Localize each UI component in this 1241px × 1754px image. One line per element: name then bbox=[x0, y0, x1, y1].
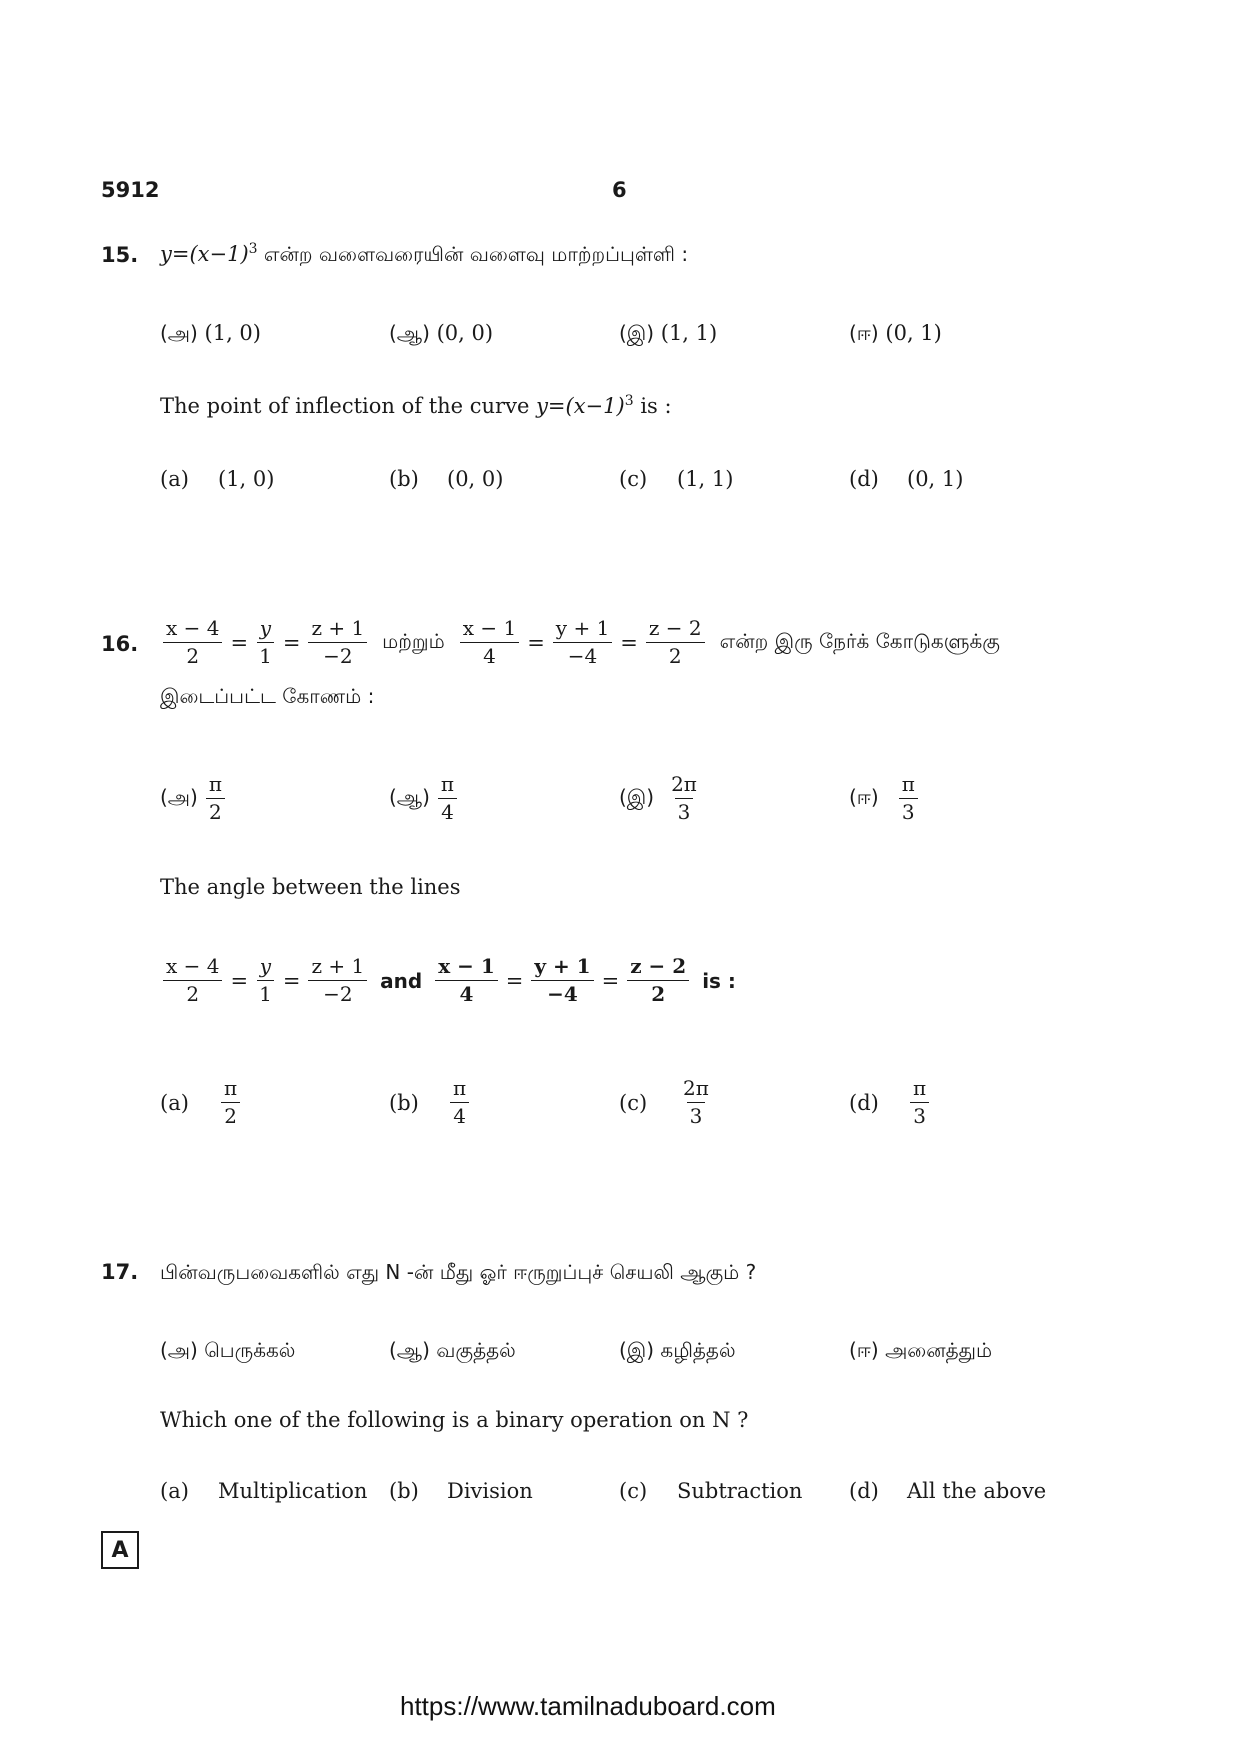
fraction-denominator: 2 bbox=[668, 644, 682, 668]
q15-tamil-expression: y=(x−1) bbox=[160, 242, 249, 266]
q16-tamil-option-1 bbox=[160, 773, 228, 824]
q15-tamil-text: என்ற வளைவரையின் வளைவு மாற்றப்புள்ளி : bbox=[257, 242, 689, 266]
option-label: (d) bbox=[849, 1479, 879, 1503]
q15-english-exponent: 3 bbox=[624, 393, 634, 409]
fraction-denominator: −2 bbox=[323, 982, 353, 1006]
fraction-numerator: π bbox=[208, 772, 222, 796]
q17-english-option-b bbox=[389, 1479, 533, 1503]
question-number-16: 16. bbox=[101, 632, 139, 656]
q16-english-option-b bbox=[389, 1077, 472, 1128]
q16-tamil-option-4 bbox=[849, 773, 921, 824]
option-value: பெருக்கல் bbox=[204, 1338, 296, 1362]
option-fraction bbox=[899, 773, 918, 824]
fraction-numerator: π bbox=[453, 1076, 467, 1100]
option-label: (ஆ) bbox=[389, 1338, 430, 1362]
fraction-numerator: z + 1 bbox=[308, 955, 367, 981]
q17-english-option-c bbox=[619, 1479, 802, 1503]
q16-tamil-and: மற்றும் bbox=[382, 629, 445, 653]
fraction-denominator: 2 bbox=[206, 798, 225, 824]
fraction bbox=[163, 955, 222, 1006]
option-value: (1, 0) bbox=[204, 321, 261, 345]
option-fraction bbox=[668, 773, 700, 824]
q15-english-option-a bbox=[160, 467, 274, 491]
q15-tamil-option-2 bbox=[389, 321, 493, 348]
fraction bbox=[646, 617, 705, 668]
q15-tamil-question bbox=[160, 241, 688, 269]
q15-tamil-option-4 bbox=[849, 321, 942, 348]
q15-english-option-c bbox=[619, 467, 733, 491]
fraction-numerator: y bbox=[257, 955, 274, 981]
q17-tamil-question: பின்வருபவைகளில் எது N -ன் மீது ஓர் ஈருறுப்புச் செயலி ஆகும் ? bbox=[160, 1260, 757, 1284]
q17-english-option-a bbox=[160, 1479, 367, 1503]
option-label: (b) bbox=[389, 1090, 419, 1115]
option-value: வகுத்தல் bbox=[436, 1338, 516, 1362]
fraction-denominator: −4 bbox=[547, 982, 578, 1006]
option-fraction bbox=[450, 1077, 469, 1128]
option-value: (0, 1) bbox=[885, 321, 942, 345]
fraction-denominator: 4 bbox=[483, 644, 496, 668]
fraction-numerator: y bbox=[257, 617, 274, 643]
option-fraction bbox=[910, 1077, 929, 1128]
option-value: Division bbox=[447, 1479, 533, 1503]
option-label: (d) bbox=[849, 467, 879, 491]
fraction-numerator: π bbox=[901, 772, 915, 796]
fraction-numerator: π bbox=[440, 772, 455, 796]
q15-tamil-option-3 bbox=[619, 321, 717, 348]
q15-english-expression: y=(x−1) bbox=[536, 394, 625, 418]
fraction bbox=[308, 955, 367, 1006]
fraction-numerator: z + 1 bbox=[308, 617, 367, 643]
equals-sign: = bbox=[230, 968, 249, 993]
paper-code: 5912 bbox=[101, 178, 160, 202]
page-number: 6 bbox=[612, 178, 627, 202]
q16-tamil-end: என்ற இரு நேர்க் கோடுகளுக்கு bbox=[719, 629, 1000, 653]
fraction bbox=[163, 617, 222, 668]
option-value: (0, 0) bbox=[436, 321, 494, 345]
fraction-numerator: z − 2 bbox=[627, 955, 689, 981]
fraction bbox=[531, 955, 593, 1006]
fraction bbox=[308, 617, 367, 668]
fraction-numerator: x − 4 bbox=[163, 617, 222, 643]
fraction-denominator: 3 bbox=[675, 798, 694, 824]
q16-english-option-a bbox=[160, 1077, 243, 1128]
fraction bbox=[435, 955, 498, 1006]
fraction-denominator: 1 bbox=[259, 982, 272, 1006]
fraction-denominator: −2 bbox=[323, 644, 353, 668]
equals-sign: = bbox=[505, 968, 524, 993]
fraction-denominator: 2 bbox=[221, 1102, 240, 1128]
q15-english-option-d bbox=[849, 467, 963, 491]
fraction-numerator: z − 2 bbox=[646, 617, 705, 643]
fraction bbox=[460, 617, 519, 668]
website-url[interactable]: https://www.tamilnaduboard.com bbox=[400, 1691, 776, 1721]
q15-english-question bbox=[160, 393, 672, 418]
option-value: Multiplication bbox=[218, 1479, 368, 1503]
option-value: (0, 1) bbox=[907, 467, 964, 491]
option-fraction bbox=[680, 1077, 712, 1128]
q15-english-pre: The point of inflection of the curve bbox=[160, 394, 537, 418]
fraction-denominator: 4 bbox=[450, 1102, 469, 1128]
equals-sign: = bbox=[282, 968, 301, 993]
version-box: A bbox=[101, 1531, 139, 1569]
option-value: அனைத்தும் bbox=[885, 1338, 993, 1362]
option-label: (இ) bbox=[619, 1338, 655, 1362]
q16-english-option-d bbox=[849, 1077, 932, 1128]
equals-sign: = bbox=[230, 630, 249, 655]
fraction-denominator: 3 bbox=[899, 798, 918, 824]
option-fraction bbox=[206, 773, 225, 824]
fraction-denominator: 2 bbox=[651, 982, 666, 1006]
q16-english-is: is : bbox=[702, 968, 736, 993]
q17-english-option-d bbox=[849, 1479, 1046, 1503]
option-label: (அ) bbox=[160, 1338, 198, 1362]
option-value: (1, 1) bbox=[660, 321, 718, 345]
fraction-numerator: x − 1 bbox=[435, 955, 498, 981]
q16-english-and: and bbox=[380, 968, 423, 993]
equals-sign: = bbox=[601, 968, 620, 993]
question-number-17: 17. bbox=[101, 1260, 139, 1284]
option-label: (ஆ) bbox=[389, 785, 430, 809]
q16-english-equation-row bbox=[160, 955, 736, 1006]
option-value: கழித்தல் bbox=[660, 1338, 736, 1362]
q15-english-option-b bbox=[389, 467, 503, 491]
option-label: (b) bbox=[389, 1479, 419, 1503]
option-label: (ஈ) bbox=[849, 785, 879, 809]
fraction-denominator: 2 bbox=[186, 644, 200, 668]
option-value: Subtraction bbox=[677, 1479, 803, 1503]
option-label: (ஈ) bbox=[849, 321, 879, 345]
q17-tamil-option-4 bbox=[849, 1338, 992, 1365]
q15-tamil-option-1 bbox=[160, 321, 261, 348]
option-fraction bbox=[221, 1077, 240, 1128]
fraction-numerator: y + 1 bbox=[531, 955, 593, 981]
option-label: (a) bbox=[160, 1090, 189, 1115]
option-label: (அ) bbox=[160, 321, 198, 345]
fraction-denominator: 3 bbox=[910, 1102, 929, 1128]
q17-english-question: Which one of the following is a binary operation on N ? bbox=[160, 1408, 749, 1432]
fraction-denominator: −4 bbox=[567, 644, 598, 668]
option-label: (a) bbox=[160, 1479, 189, 1503]
option-value: All the above bbox=[907, 1479, 1047, 1503]
option-label: (ஈ) bbox=[849, 1338, 879, 1362]
fraction-numerator: 2π bbox=[671, 772, 697, 796]
option-fraction bbox=[438, 773, 457, 824]
fraction-denominator: 1 bbox=[259, 644, 272, 668]
fraction-denominator: 3 bbox=[687, 1102, 706, 1128]
option-label: (இ) bbox=[619, 785, 655, 809]
q17-tamil-option-3 bbox=[619, 1338, 736, 1365]
q17-tamil-option-1 bbox=[160, 1338, 295, 1365]
q16-tamil-equation-row bbox=[160, 617, 1000, 668]
option-label: (இ) bbox=[619, 321, 655, 345]
option-label: (b) bbox=[389, 467, 419, 491]
fraction-numerator: π bbox=[913, 1076, 927, 1100]
q17-tamil-option-2 bbox=[389, 1338, 516, 1365]
option-label: (c) bbox=[619, 1090, 648, 1115]
fraction-denominator: 4 bbox=[438, 798, 457, 824]
q15-tamil-exponent: 3 bbox=[248, 241, 258, 257]
fraction bbox=[256, 617, 275, 668]
q16-tamil-option-3 bbox=[619, 773, 703, 824]
fraction bbox=[256, 955, 275, 1006]
q16-english-intro: The angle between the lines bbox=[160, 875, 461, 899]
option-label: (c) bbox=[619, 1479, 648, 1503]
fraction-numerator: x − 4 bbox=[163, 955, 222, 981]
fraction bbox=[627, 955, 689, 1006]
option-label: (d) bbox=[849, 1090, 879, 1115]
fraction-numerator: 2π bbox=[683, 1076, 709, 1100]
fraction-denominator: 2 bbox=[186, 982, 200, 1006]
fraction-denominator: 4 bbox=[459, 982, 474, 1006]
q16-english-option-c bbox=[619, 1077, 715, 1128]
equals-sign: = bbox=[527, 630, 545, 655]
q16-tamil-option-2 bbox=[389, 773, 460, 824]
option-value: (1, 0) bbox=[218, 467, 275, 491]
option-label: (அ) bbox=[160, 785, 198, 809]
fraction-numerator: y + 1 bbox=[553, 617, 613, 643]
question-number-15: 15. bbox=[101, 243, 139, 267]
option-value: (0, 0) bbox=[447, 467, 504, 491]
fraction bbox=[553, 617, 613, 668]
option-label: (a) bbox=[160, 467, 189, 491]
equals-sign: = bbox=[620, 630, 638, 655]
fraction-numerator: π bbox=[224, 1076, 238, 1100]
option-value: (1, 1) bbox=[677, 467, 734, 491]
option-label: (c) bbox=[619, 467, 648, 491]
fraction-numerator: x − 1 bbox=[460, 617, 519, 643]
option-label: (ஆ) bbox=[389, 321, 430, 345]
q16-tamil-line2: இடைப்பட்ட கோணம் : bbox=[160, 684, 375, 708]
equals-sign: = bbox=[282, 630, 301, 655]
q15-english-post: is : bbox=[633, 394, 672, 418]
